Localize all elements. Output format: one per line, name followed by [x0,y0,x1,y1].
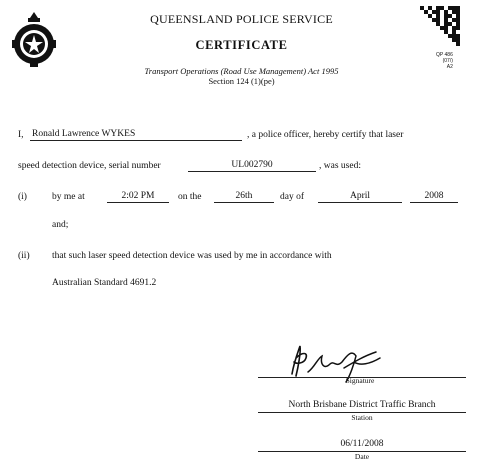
item-i-number: (i) [18,192,27,202]
date-caption: Date [354,452,370,461]
was-used-text: , was used: [319,161,361,171]
station-field: North Brisbane District Traffic Branch [258,399,466,413]
prefix-i: I, [18,130,24,140]
section-reference: Section 124 (1)(pe) [208,76,275,86]
date-field: 06/11/2008 [258,438,466,452]
station-caption: Station [351,413,373,422]
agency-name: QUEENSLAND POLICE SERVICE [150,12,333,26]
on-the-label: on the [178,192,202,202]
act-reference: Transport Operations (Road Use Management) Act 1995 [144,66,339,76]
certify-text: , a police officer, hereby certify that laser [247,130,404,140]
item-ii-number: (ii) [18,251,30,261]
serial-number-field: UL002790 [188,159,316,172]
day-field: 26th [214,190,274,203]
device-label: speed detection device, serial number [18,161,161,171]
officer-name-field: Ronald Lawrence WYKES [30,128,242,141]
signature-caption: Signature [345,376,375,385]
standard-text: Australian Standard 4691.2 [52,278,157,288]
time-field: 2:02 PM [107,190,169,203]
and-text: and; [52,220,69,230]
year-field: 2008 [410,190,458,203]
day-of-label: day of [280,192,305,202]
form-code: QP 486 (07/) A2 [436,52,453,70]
by-me-at-label: by me at [52,192,85,202]
item-ii-text: that such laser speed detection device was used by me in accordance with [52,251,332,261]
month-field: April [318,190,402,203]
document-title: CERTIFICATE [195,38,288,52]
